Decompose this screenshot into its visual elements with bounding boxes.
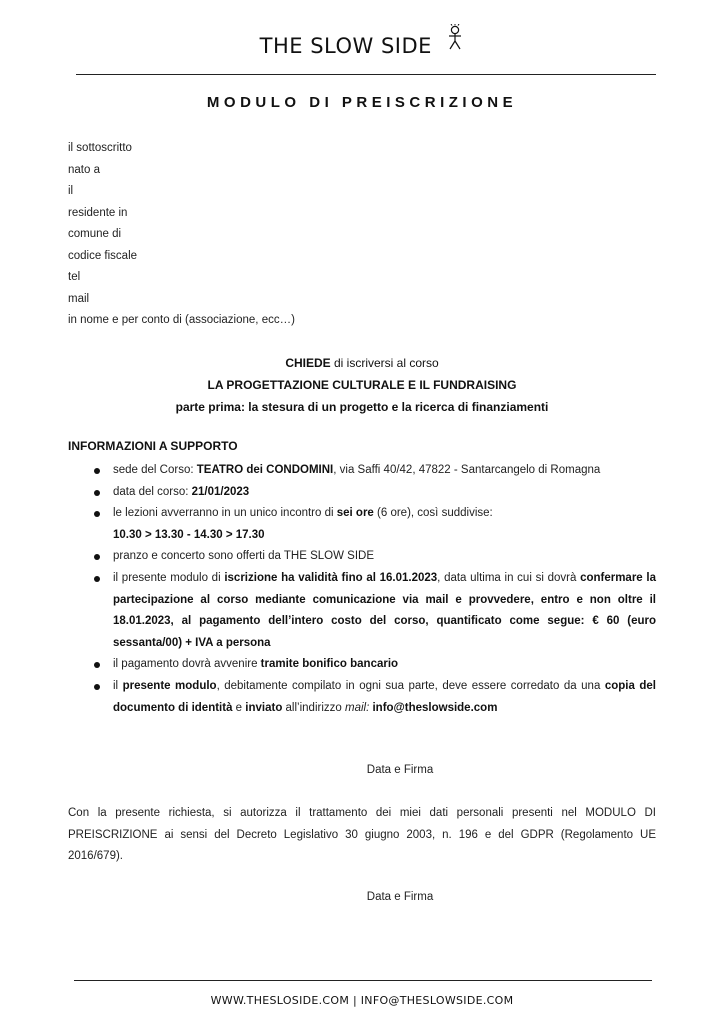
info-section-title: INFORMAZIONI A SUPPORTO [68, 439, 238, 453]
signature-label: Data e Firma [366, 764, 434, 776]
field-label-residente: residente in [68, 206, 128, 219]
list-item: le lezioni avverranno in un unico incontro di sei ore (6 ore), così suddivise: 10.30 > 13.30 - 14.30 > 17.30 [94, 503, 656, 546]
field-label-il: il [68, 185, 74, 197]
footer-divider [74, 980, 652, 981]
bullet-icon [94, 468, 100, 474]
request-line [0, 352, 724, 374]
list-item: pranzo e concerto sono offerti da THE SLOW SIDE [94, 546, 656, 568]
field-label-mail: mail [68, 292, 90, 305]
field-label-nato-a: nato a [68, 163, 100, 176]
list-item: sede del Corso: TEATRO dei CONDOMINI, via Saffi 40/42, 47822 - Santarcangelo di Romagna [94, 460, 656, 482]
page-title: MODULO DI PREISCRIZIONE [206, 94, 518, 111]
privacy-consent: Con la presente richiesta, si autorizza il trattamento dei miei dati personali presenti nel MODULO DI PREISCRIZIONE ai sensi del Decreto Legislativo 30 giugno 2003, n. 196 e del GDPR (Regolamento UE 2016/679). [68, 807, 656, 863]
stick-figure-icon [446, 24, 464, 55]
signature-label: Data e Firma [366, 891, 434, 903]
bullet-icon [94, 490, 100, 496]
bullet-icon [94, 511, 100, 517]
bullet-icon [94, 662, 100, 668]
header-divider [76, 74, 656, 75]
field-label-sottoscritto: il sottoscritto [68, 142, 132, 154]
course-title: LA PROGETTAZIONE CULTURALE E IL FUNDRAISING [207, 378, 517, 392]
header [0, 34, 724, 58]
email-address: info@theslowside.com [372, 701, 498, 714]
list-item: il presente modulo, debitamente compilato in ogni sua parte, deve essere corredato da una copia del documento di identità e inviato all’indirizzo mail: info@theslowside.com [94, 676, 656, 719]
personal-data-fields [68, 138, 295, 332]
brand-name: THE SLOW SIDE [259, 34, 432, 58]
footer-contacts: WWW.THESLOSIDE.COM | INFO@THESLOWSIDE.COM [210, 994, 514, 1007]
field-label-codice-fiscale: codice fiscale [68, 249, 138, 262]
bullet-icon [94, 554, 100, 560]
list-item: il pagamento dovrà avvenire tramite bonifico bancario [94, 654, 656, 676]
info-list [94, 460, 656, 719]
field-label-comune: comune di [68, 228, 122, 240]
course-request [0, 352, 724, 418]
bullet-icon [94, 684, 100, 690]
list-item: il presente modulo di iscrizione ha validità fino al 16.01.2023, data ultima in cui si dovrà confermare la partecipazione al corso mediante comunicazione via mail e provvedere, entro e non oltre il 18.01.2023, al pagamento dell’intero costo del corso, quantificato come segue: € 60 (euro sessanta/00) + IVA a persona [94, 568, 656, 654]
list-item: data del corso: 21/01/2023 [94, 482, 656, 504]
request-verb: CHIEDE [285, 356, 331, 370]
request-text: di iscriversi al corso [330, 356, 439, 370]
field-label-per-conto-di: in nome e per conto di (associazione, ecc…) [68, 314, 295, 326]
course-subtitle: parte prima: la stesura di un progetto e la ricerca di finanziamenti [175, 400, 549, 414]
bullet-icon [94, 576, 100, 582]
field-label-tel: tel [68, 271, 81, 283]
